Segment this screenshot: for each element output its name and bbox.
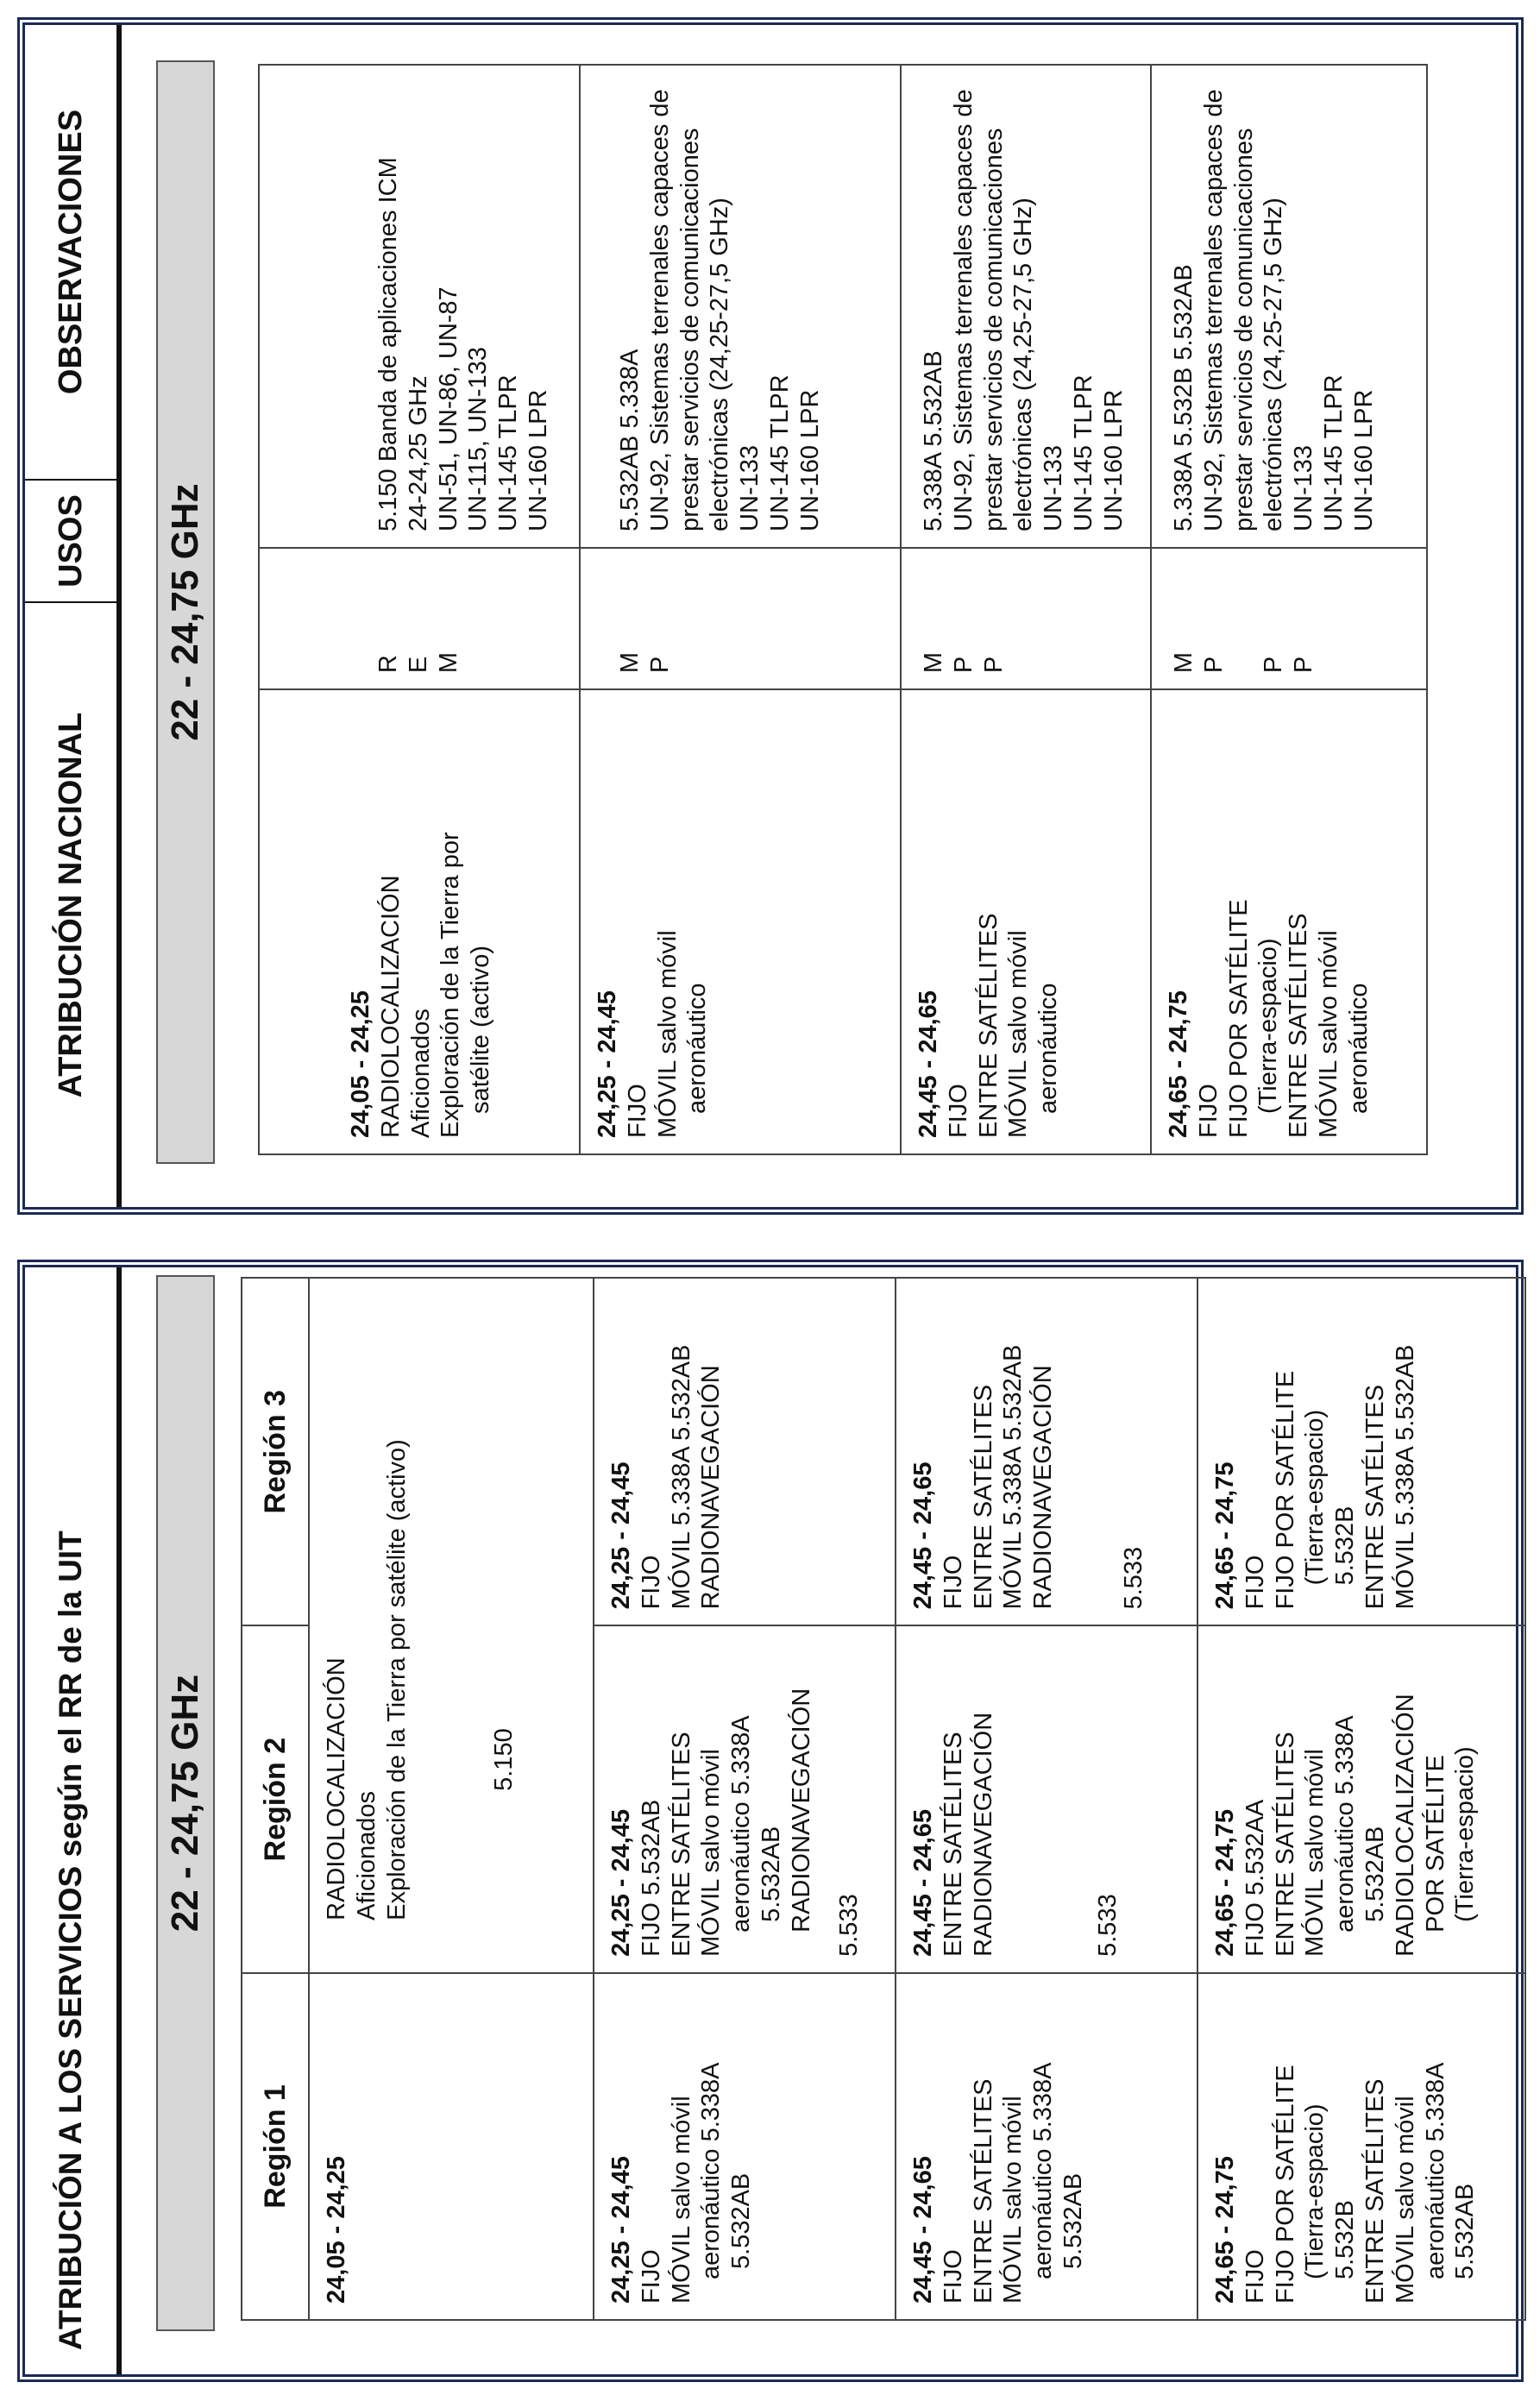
obs-line: UN-160 LPR xyxy=(1349,389,1378,531)
range-label: 24,65 - 24,75 xyxy=(1211,1808,1239,1957)
itu-band-box xyxy=(156,1275,215,2331)
range-label: 24,25 - 24,45 xyxy=(607,1808,635,1957)
obs-line: UN-115, UN-133 xyxy=(464,347,493,531)
service-line: Aficionados xyxy=(352,1790,380,1920)
service-line: (Tierra-espacio) xyxy=(1301,1409,1329,1586)
service-line: MÓVIL salvo móvil xyxy=(653,930,682,1138)
range-label: 24,25 - 24,45 xyxy=(594,990,621,1138)
itu-r1-cell xyxy=(594,1973,896,2320)
service-line: RADIONAVEGACIÓN xyxy=(969,1712,997,1957)
service-line: ENTRE SATÉLITES xyxy=(969,2078,997,2304)
service-line: ENTRE SATÉLITES xyxy=(667,1732,695,1957)
obs-line: UN-92, Sistemas terrenales capaces de xyxy=(645,89,674,531)
service-line: aeronáutico 5.338A xyxy=(1029,2062,1058,2279)
service-line: FIJO xyxy=(1241,2249,1269,2304)
service-line: RADIOLOCALIZACIÓN xyxy=(323,1657,350,1920)
service-line: Exploración de la Tierra por satélite (activo) xyxy=(382,1439,411,1920)
service-line: FIJO xyxy=(637,1555,665,1610)
obs-line: UN-160 LPR xyxy=(795,389,824,531)
service-line: MÓVIL salvo móvil xyxy=(999,2096,1028,2304)
uso-code xyxy=(1229,564,1260,673)
national-row-24-05 xyxy=(259,65,580,1154)
service-line: FIJO POR SATÉLITE xyxy=(1271,2065,1299,2304)
nat-obs-cell xyxy=(259,65,580,548)
range-label: 24,05 - 24,25 xyxy=(323,2156,350,2304)
service-line: ENTRE SATÉLITES xyxy=(939,1732,967,1957)
service-line: RADIONAVEGACIÓN xyxy=(697,1365,726,1610)
nat-usos-cell xyxy=(259,548,580,689)
nat-attrib-cell xyxy=(1151,689,1427,1154)
obs-line: UN-160 LPR xyxy=(524,389,552,531)
service-line: 5.532AB xyxy=(757,1826,785,1922)
itu-r2r3-shared-cell xyxy=(309,1278,594,1973)
service-line: aeronáutico xyxy=(683,983,712,1114)
footnote-ref: 5.533 xyxy=(834,1894,863,1957)
nat-obs-cell xyxy=(901,65,1151,548)
nat-attrib-cell xyxy=(259,689,580,1154)
service-line: ENTRE SATÉLITES xyxy=(1361,1384,1389,1610)
itu-title: ATRIBUCIÓN A LOS SERVICIOS según el RR de la UIT xyxy=(53,1531,88,2350)
uso-code: R xyxy=(374,655,402,674)
service-line: 5.532B xyxy=(1331,2200,1360,2279)
service-line: 5.532B xyxy=(1331,1506,1360,1586)
obs-line: electrónicas (24,25-27,5 GHz) xyxy=(1009,198,1038,531)
header-usos: USOS xyxy=(25,479,116,601)
service-line: RADIONAVEGACIÓN xyxy=(1029,1365,1058,1610)
service-line: MÓVIL salvo móvil xyxy=(1004,930,1033,1138)
obs-line: prestar servicios de comunicaciones xyxy=(1229,128,1258,531)
itu-r1-cell xyxy=(896,1973,1197,2320)
itu-r3-cell xyxy=(1197,1278,1525,1625)
itu-header-row xyxy=(242,1278,309,2320)
nat-usos-cell xyxy=(580,548,901,689)
service-line: 5.532AB xyxy=(1059,2172,1087,2269)
national-row-24-45 xyxy=(901,65,1151,1154)
service-line: MÓVIL salvo móvil xyxy=(1301,1749,1329,1957)
service-line: (Tierra-espacio) xyxy=(1254,938,1283,1114)
service-line: FIJO xyxy=(939,2249,967,2304)
service-line: FIJO xyxy=(637,2249,665,2304)
nat-attrib-cell xyxy=(901,689,1151,1154)
footnote-ref: 5.150 xyxy=(490,1728,519,1791)
service-line: (Tierra-espacio) xyxy=(1301,2103,1329,2279)
service-line: FIJO xyxy=(939,1555,967,1610)
nat-attrib-cell xyxy=(580,689,901,1154)
obs-line: electrónicas (24,25-27,5 GHz) xyxy=(706,198,734,531)
header-region-1: Región 1 xyxy=(242,1973,309,2320)
national-allocation-table xyxy=(258,64,1428,1155)
obs-line: 5.338A 5.532B 5.532AB xyxy=(1170,264,1197,531)
service-line: Aficionados xyxy=(406,1009,435,1138)
range-label: 24,45 - 24,65 xyxy=(915,990,942,1138)
service-line: FIJO xyxy=(1194,1084,1223,1138)
uso-code: P xyxy=(979,656,1008,674)
service-line: (Tierra-espacio) xyxy=(1451,1746,1480,1922)
obs-line: UN-51, UN-86, UN-87 xyxy=(434,286,462,531)
service-line: 5.532AB xyxy=(1451,2183,1480,2279)
obs-line: prestar servicios de comunicaciones xyxy=(979,128,1008,531)
header-observaciones: OBSERVACIONES xyxy=(52,109,89,395)
uso-code: M xyxy=(1170,651,1197,674)
service-line: 5.532AB xyxy=(1361,1826,1389,1922)
service-line: MÓVIL 5.338A 5.532AB xyxy=(667,1344,695,1610)
itu-r2-cell xyxy=(896,1625,1197,1972)
service-line: RADIONAVEGACIÓN xyxy=(787,1688,815,1933)
obs-line: UN-145 TLPR xyxy=(494,374,523,531)
service-line: aeronáutico 5.338A xyxy=(727,1715,756,1933)
service-line: MÓVIL salvo móvil xyxy=(667,2096,695,2304)
uso-code: P xyxy=(1260,656,1288,674)
service-line: ENTRE SATÉLITES xyxy=(1361,2078,1389,2304)
uso-code: P xyxy=(1199,656,1228,674)
header-region-3: Región 3 xyxy=(242,1278,309,1625)
obs-line: 24-24,25 GHz xyxy=(404,375,432,531)
national-band-box xyxy=(156,60,215,1164)
obs-line: UN-92, Sistemas terrenales capaces de xyxy=(1199,89,1228,531)
service-line: Exploración de la Tierra por xyxy=(437,832,465,1138)
service-line: aeronáutico 5.338A xyxy=(697,2062,726,2279)
obs-line: UN-133 xyxy=(1290,445,1318,531)
footnote-ref: 5.533 xyxy=(1119,1546,1147,1610)
service-line: POR SATÉLITE xyxy=(1421,1755,1449,1933)
service-line: ENTRE SATÉLITES xyxy=(969,1384,997,1610)
obs-line: 5.532AB 5.338A xyxy=(616,349,644,531)
uso-code: P xyxy=(1290,656,1318,674)
uso-code: P xyxy=(645,656,674,674)
service-line: aeronáutico xyxy=(1034,983,1063,1114)
service-line: 5.532AB xyxy=(727,2172,756,2269)
service-line: RADIOLOCALIZACIÓN xyxy=(376,875,405,1138)
national-row-24-65 xyxy=(1151,65,1427,1154)
national-band-label: 22 - 24,75 GHz xyxy=(164,483,206,741)
service-line: FIJO 5.532AB xyxy=(637,1799,665,1957)
service-line: MÓVIL salvo móvil xyxy=(697,1749,726,1957)
service-line: aeronáutico xyxy=(1344,983,1373,1114)
itu-r3-cell xyxy=(594,1278,896,1625)
itu-r1-cell xyxy=(309,1973,594,2320)
uso-code: M xyxy=(616,651,644,674)
itu-allocation-table xyxy=(241,1277,1526,2321)
range-label: 24,25 - 24,45 xyxy=(607,2156,635,2304)
header-atribucion-nacional: ATRIBUCIÓN NACIONAL xyxy=(25,601,116,1207)
itu-title-bar xyxy=(25,1267,122,2374)
service-line: MÓVIL salvo móvil xyxy=(1314,930,1342,1138)
uso-code: P xyxy=(949,656,977,674)
service-line: ENTRE SATÉLITES xyxy=(974,913,1003,1138)
itu-r2-cell xyxy=(1197,1625,1525,1972)
obs-line: UN-92, Sistemas terrenales capaces de xyxy=(949,89,977,531)
nat-obs-cell xyxy=(1151,65,1427,548)
obs-line: 5.150 Banda de aplicaciones ICM xyxy=(374,157,402,531)
national-allocation-panel xyxy=(22,22,1518,1210)
range-label: 24,45 - 24,65 xyxy=(909,2156,937,2304)
itu-row-24-25 xyxy=(594,1278,896,2320)
uso-code: M xyxy=(920,651,947,674)
itu-r2-cell xyxy=(594,1625,896,1972)
nat-usos-cell xyxy=(1151,548,1427,689)
uso-code: M xyxy=(434,651,462,674)
itu-r1-cell xyxy=(1197,1973,1525,2320)
national-row-24-25 xyxy=(580,65,901,1154)
range-label: 24,65 - 24,75 xyxy=(1165,990,1192,1138)
service-line: RADIOLOCALIZACIÓN xyxy=(1391,1694,1419,1957)
service-line: FIJO POR SATÉLITE xyxy=(1271,1370,1299,1610)
service-line: FIJO xyxy=(623,1084,651,1138)
obs-line: UN-145 TLPR xyxy=(765,374,794,531)
service-line: MÓVIL 5.338A 5.532AB xyxy=(999,1344,1028,1610)
service-line: FIJO 5.532AA xyxy=(1241,1799,1269,1957)
range-label: 24,25 - 24,45 xyxy=(607,1462,635,1610)
obs-line: electrónicas (24,25-27,5 GHz) xyxy=(1260,198,1288,531)
range-label: 24,05 - 24,25 xyxy=(347,990,374,1138)
range-label: 24,65 - 24,75 xyxy=(1211,1462,1239,1610)
uso-code: E xyxy=(404,656,432,674)
service-line: FIJO xyxy=(944,1084,972,1138)
service-line: MÓVIL 5.338A 5.532AB xyxy=(1391,1344,1419,1610)
obs-line: UN-160 LPR xyxy=(1099,389,1128,531)
service-line: aeronáutico 5.338A xyxy=(1421,2062,1449,2279)
obs-line: 5.338A 5.532AB xyxy=(920,350,947,531)
obs-line: UN-145 TLPR xyxy=(1319,374,1348,531)
obs-line: UN-133 xyxy=(1040,445,1068,531)
itu-row-24-05 xyxy=(309,1278,594,2320)
obs-line: prestar servicios de comunicaciones xyxy=(676,128,704,531)
range-label: 24,65 - 24,75 xyxy=(1211,2156,1239,2304)
nat-obs-cell xyxy=(580,65,901,548)
service-line: FIJO xyxy=(1241,1555,1269,1610)
service-line: aeronáutico 5.338A xyxy=(1331,1715,1360,1933)
nat-usos-cell xyxy=(901,548,1151,689)
range-label: 24,45 - 24,65 xyxy=(909,1462,937,1610)
service-line: MÓVIL salvo móvil xyxy=(1391,2096,1419,2304)
obs-line: UN-133 xyxy=(736,445,764,531)
range-label: 24,45 - 24,65 xyxy=(909,1808,937,1957)
itu-row-24-45 xyxy=(896,1278,1197,2320)
footnote-ref: 5.533 xyxy=(1094,1894,1122,1957)
obs-line: UN-145 TLPR xyxy=(1069,374,1097,531)
itu-r3-cell xyxy=(896,1278,1197,1625)
header-region-2: Región 2 xyxy=(242,1625,309,1972)
itu-band-label: 22 - 24,75 GHz xyxy=(164,1674,206,1933)
itu-allocation-panel xyxy=(22,1265,1518,2377)
itu-row-24-65 xyxy=(1197,1278,1525,2320)
service-line: FIJO POR SATÉLITE xyxy=(1224,899,1253,1138)
service-line: ENTRE SATÉLITES xyxy=(1285,913,1313,1138)
service-line: ENTRE SATÉLITES xyxy=(1271,1732,1299,1957)
service-line: satélite (activo) xyxy=(467,945,495,1114)
national-title-bar xyxy=(25,25,122,1207)
